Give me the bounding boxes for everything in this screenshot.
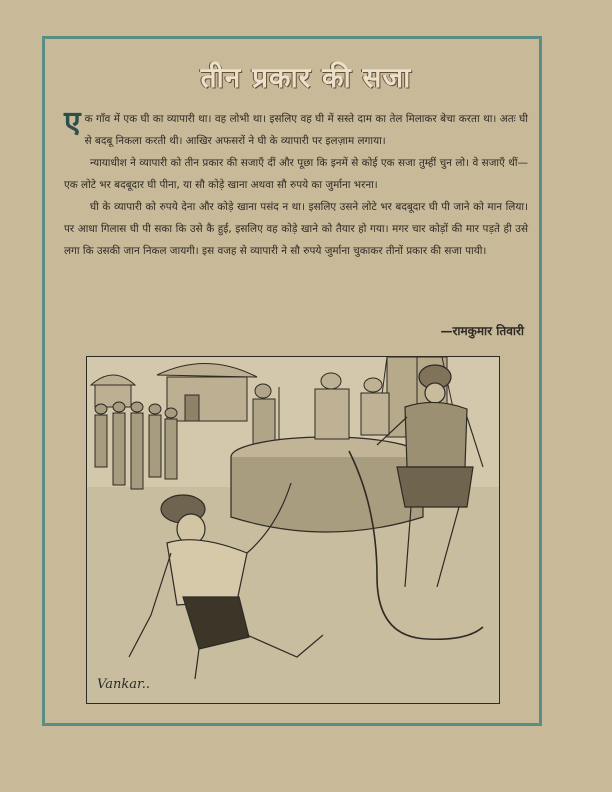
story-paragraph-2: न्यायाधीश ने व्यापारी को तीन प्रकार की सजाएँ दीं और पूछा कि इनमें से कोई एक सजा तुम्हीं चुन लो। वे सजाएँ थीं—एक लोटे भर बदबूदार घी पीना, या सौ कोड़े खाना अथवा सौ रुपये का जुर्माना भरना। [64,157,528,191]
story-text [64,105,528,262]
story-title: तीन प्रकार की सजा [200,61,412,94]
story-paragraph-3: घी के व्यापारी को रुपये देना और कोड़े खाना पसंद न था। इसलिए उसने लोटे भर बदबूदार घी पी जाने को मान लिया। पर आधा गिलास घी पी सका कि उसे कै हुई, इसलिए वह कोड़े खाने को तैयार हो गया। मगर चार कोड़ों की मार पड़ते ही उसे लगा कि उसकी जान निकल जायगी। इस वजह से व्यापारी ने सौ रुपये जुर्माना चुकाकर तीनों प्रकार की सजा पायी। [64,201,528,257]
story-illustration [86,356,500,704]
author-byline: —रामकुमार तिवारी [440,324,524,338]
artist-signature: Vankar.. [97,677,150,692]
drop-cap: ए [64,105,81,140]
punishment-scene-drawing [87,357,499,703]
story-paragraph-1: एक गाँव में एक घी का व्यापारी था। वह लोभी था। इसलिए वह घी में सस्ते दाम का तेल मिलाकर बेचा करता था। अतः घी से बदबू निकला करती थी। आखिर अफसरों ने घी के व्यापारी पर इलज़ाम लगाया। [64,105,528,147]
stone-platform [231,437,423,532]
